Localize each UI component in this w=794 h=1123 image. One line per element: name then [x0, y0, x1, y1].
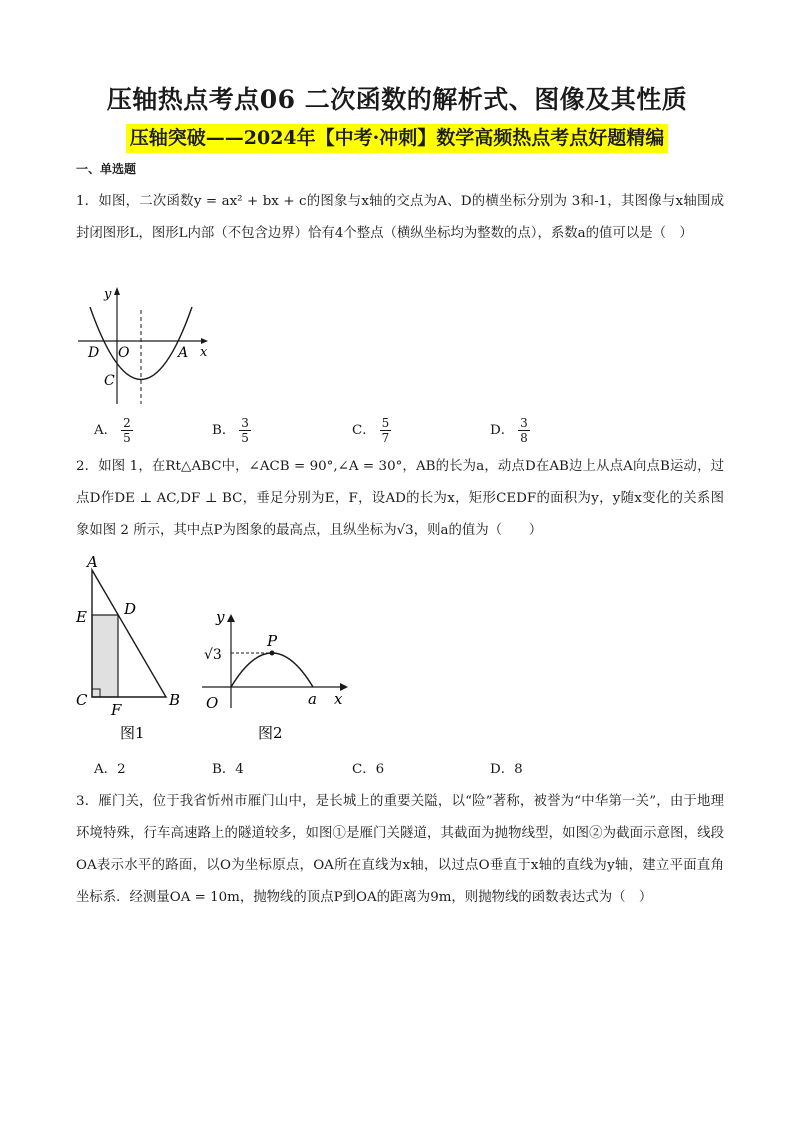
q2-option-b[interactable]: B．4 [212, 762, 244, 777]
question-2-figure-2 [198, 604, 358, 744]
q1-label-c: C [104, 373, 115, 389]
subtitle-wrap [0, 124, 794, 153]
question-1-options [94, 416, 694, 446]
section-heading: 一、单选题 [76, 162, 137, 176]
q1-y-axis-arrow [114, 287, 120, 295]
q2-fig2-label-a: a [308, 690, 317, 708]
page-title: 压轴热点考点06 二次函数的解析式、图像及其性质 [106, 85, 688, 114]
q2-fig2-label-sqrt3: √3 [204, 647, 222, 663]
q1-option-a[interactable]: A． $\frac{2}{5}$ [94, 416, 131, 445]
q2-fig2-point-p [270, 651, 275, 656]
q1-label-d: D [88, 345, 100, 361]
q2-label-b: B [169, 691, 181, 709]
q2-label-a: A [87, 553, 98, 571]
q2-figure-2-caption: 图2 [258, 724, 283, 742]
q2-fig2-label-x: x [334, 690, 343, 708]
q1-label-x: x [200, 345, 208, 360]
q1-option-b[interactable]: B． $\frac{3}{5}$ [212, 416, 249, 445]
q1-option-c[interactable]: C． $\frac{5}{7}$ [352, 416, 390, 445]
q2-fig2-y-axis-arrow [227, 614, 235, 622]
q2-label-e: E [76, 608, 87, 626]
page-subtitle: 压轴突破——2024年【中考·冲刺】数学高频热点考点好题精编 [126, 124, 669, 153]
q2-label-c: C [76, 691, 88, 709]
q1-option-a-fraction: $\frac{2}{5}$ [123, 416, 131, 445]
q2-fig2-label-y: y [216, 608, 225, 626]
question-2-text: 2．如图 1，在Rt△ABC中，∠ACB = 90°,∠A = 30°，AB的长为a，动点D在AB边上从点A向点B运动，过点D作DE ⊥ AC,DF ⊥ BC，垂足分别为E，F，设AD的长为x，矩形CEDF的面积为y，y随x变化的关系图象如图 2 所示，其中点P为图象的最高点，且纵坐标为√3，则a的值为（ ） [76, 459, 724, 538]
question-2-options [94, 758, 694, 788]
q1-option-d[interactable]: D． $\frac{3}{8}$ [490, 416, 528, 445]
question-1-text: 1．如图，二次函数y = ax² + bx + c的图象与x轴的交点为A、D的横坐标分别为 3和-1，其图像与x轴围成封闭图形L，图形L内部（不包含边界）恰有4个整点（横纵坐标均为整数的点），系数a的值可以是（ ） [76, 194, 724, 241]
q2-fig2-curve [231, 653, 313, 687]
question-1-figure [76, 282, 216, 407]
q1-label-o: O [118, 345, 130, 361]
q1-label-y: y [104, 287, 112, 302]
q2-label-d: D [124, 600, 137, 618]
q2-option-d[interactable]: D．8 [490, 762, 523, 777]
question-3-text: 3．雁门关，位于我省忻州市雁门山中，是长城上的重要关隘，以“险”著称，被誉为“中华第一关”，由于地理环境特殊，行车高速路上的隧道较多，如图①是雁门关隧道，其截面为抛物线型，如图②为截面示意图，线段OA表示水平的路面，以O为坐标原点，OA所在直线为x轴，以过点O垂直于x轴的直线为y轴，建立平面直角坐标系．经测量OA = 10m，抛物线的顶点P到OA的距离为9m，则抛物线的函数表达式为（ ） [76, 794, 724, 905]
q1-label-a: A [178, 345, 189, 361]
q2-option-a[interactable]: A．2 [94, 762, 126, 777]
question-2-figure-1 [72, 552, 192, 744]
q2-label-f: F [111, 701, 122, 719]
q1-option-b-fraction: $\frac{3}{5}$ [241, 416, 249, 445]
q1-option-d-fraction: $\frac{3}{8}$ [520, 416, 528, 445]
q2-rectangle-cedf [92, 615, 118, 697]
q1-x-axis-arrow [201, 338, 208, 344]
q2-figure-1-caption: 图1 [120, 724, 145, 742]
q1-option-c-fraction: $\frac{5}{7}$ [381, 416, 390, 445]
q2-option-c[interactable]: C．6 [352, 762, 385, 777]
q2-fig2-label-p: P [267, 632, 278, 650]
q2-fig2-label-o: O [206, 694, 219, 712]
